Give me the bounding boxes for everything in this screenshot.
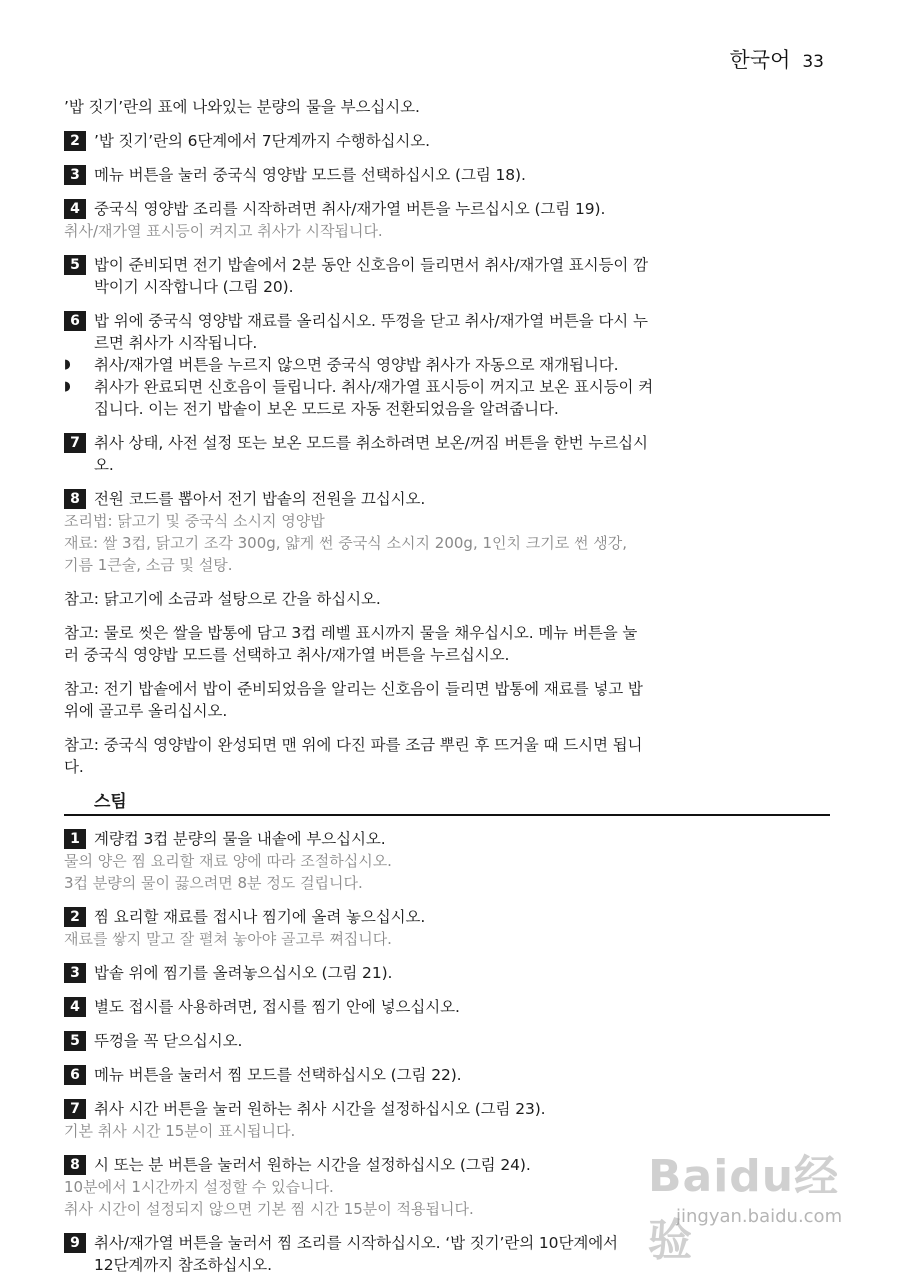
step-number-badge: 8 xyxy=(64,1155,86,1175)
step-4 xyxy=(64,996,830,1018)
step-text xyxy=(94,198,830,220)
step-line: 계량컵 3컵 분량의 물을 내솥에 부으십시오. xyxy=(94,830,386,848)
step-text xyxy=(94,996,830,1018)
tip-paragraph xyxy=(64,678,830,722)
step-text xyxy=(94,828,830,850)
section-title: 스팀 xyxy=(94,792,127,812)
step-number-badge: 9 xyxy=(64,1233,86,1253)
step-line: 전원 코드를 뽑아서 전기 밥솥의 전원을 끄십시오. xyxy=(94,490,426,508)
step-number-badge: 3 xyxy=(64,165,86,185)
step-block xyxy=(64,996,830,1018)
step-line: 취사 시간 버튼을 눌러 원하는 취사 시간을 설정하십시오 (그림 23). xyxy=(94,1100,546,1118)
bullet-marker-icon: ◗ xyxy=(64,357,71,372)
intro-paragraph xyxy=(64,96,830,118)
step-6 xyxy=(64,310,830,354)
step-line: 12단계까지 참조하십시오. xyxy=(94,1256,272,1274)
step-line: 르면 취사가 시작됩니다. xyxy=(94,334,258,352)
step-block xyxy=(64,164,830,186)
step-number-badge: 8 xyxy=(64,489,86,509)
step-number-badge: 7 xyxy=(64,433,86,453)
step-line: 중국식 영양밥 조리를 시작하려면 취사/재가열 버튼을 누르십시오 (그림 19). xyxy=(94,200,606,218)
step-number-badge: 6 xyxy=(64,1065,86,1085)
step-note: 재료: 쌀 3컵, 닭고기 조각 300g, 얇게 썬 중국식 소시지 200g, 1인치 크기로 썬 생강, xyxy=(64,534,628,552)
step-block xyxy=(64,310,830,420)
step-number-badge: 2 xyxy=(64,907,86,927)
step-block xyxy=(64,828,830,894)
step-text xyxy=(94,906,830,928)
step-block xyxy=(64,1064,830,1086)
step-block xyxy=(64,254,830,298)
step-line: 취사/재가열 버튼을 눌러서 찜 조리를 시작하십시오. ‘밥 짓기’란의 10단계에서 xyxy=(94,1234,618,1252)
step-number-badge: 5 xyxy=(64,255,86,275)
step-block xyxy=(64,488,830,576)
step-note: 조리법: 닭고기 및 중국식 소시지 영양밥 xyxy=(64,512,325,530)
baidu-url: jingyan.baidu.com xyxy=(676,1206,843,1227)
step-text xyxy=(94,962,830,984)
step-2 xyxy=(64,906,830,928)
section-divider xyxy=(64,814,830,816)
step-number-badge: 5 xyxy=(64,1031,86,1051)
tip-line: 위에 골고루 올리십시오. xyxy=(64,702,228,720)
step-line: 오. xyxy=(94,456,114,474)
step-1 xyxy=(64,828,830,850)
step-text xyxy=(94,254,830,298)
step-line: 시 또는 분 버튼을 눌러서 원하는 시간을 설정하십시오 (그림 24). xyxy=(94,1156,531,1174)
tip-line: 참고: 닭고기에 소금과 설탕으로 간을 하십시오. xyxy=(64,590,381,608)
bullet-item xyxy=(64,376,830,420)
step-block xyxy=(64,130,830,152)
page-number: 33 xyxy=(802,52,824,72)
step-number-badge: 2 xyxy=(64,131,86,151)
step-text xyxy=(94,130,830,152)
step-text xyxy=(94,1098,830,1120)
step-block xyxy=(64,432,830,476)
step-number-badge: 4 xyxy=(64,199,86,219)
tip-line: 참고: 중국식 영양밥이 완성되면 맨 위에 다진 파를 조금 뿌린 후 뜨거울 때 드시면 됩니 xyxy=(64,736,643,754)
step-text xyxy=(94,488,830,510)
step-number-badge: 4 xyxy=(64,997,86,1017)
step-number-badge: 6 xyxy=(64,311,86,331)
step-text xyxy=(94,164,830,186)
step-text xyxy=(94,1064,830,1086)
step-3 xyxy=(64,962,830,984)
step-line: 찜 요리할 재료를 접시나 찜기에 올려 놓으십시오. xyxy=(94,908,426,926)
intro-text: ’밥 짓기’란의 표에 나와있는 분량의 물을 부으십시오. xyxy=(64,98,420,116)
step-block xyxy=(64,1030,830,1052)
language-label: 한국어 xyxy=(729,48,791,72)
bullet-line: 집니다. 이는 전기 밥솥이 보온 모드로 자동 전환되었음을 알려줍니다. xyxy=(94,400,559,418)
step-5 xyxy=(64,1030,830,1052)
tip-paragraph xyxy=(64,588,830,610)
step-note: 기본 취사 시간 15분이 표시됩니다. xyxy=(64,1122,296,1140)
step-3 xyxy=(64,164,830,186)
tip-paragraph xyxy=(64,622,830,666)
page-header xyxy=(730,44,825,74)
step-7 xyxy=(64,1098,830,1120)
step-note: 기름 1큰술, 소금 및 설탕. xyxy=(64,556,233,574)
bullet-line: 취사가 완료되면 신호음이 들립니다. 취사/재가열 표시등이 꺼지고 보온 표시등이 켜 xyxy=(94,378,654,396)
step-8 xyxy=(64,488,830,510)
bullet-text xyxy=(94,354,830,376)
step-line: 밥솥 위에 찜기를 올려놓으십시오 (그림 21). xyxy=(94,964,393,982)
step-number-badge: 1 xyxy=(64,829,86,849)
step-line: 박이기 시작합니다 (그림 20). xyxy=(94,278,294,296)
step-block xyxy=(64,198,830,242)
baidu-logo: Baidu经验 xyxy=(648,1151,840,1266)
baidu-watermark xyxy=(648,1136,858,1266)
step-note: 취사 시간이 설정되지 않으면 기본 찜 시간 15분이 적용됩니다. xyxy=(64,1200,474,1218)
step-line: 밥이 준비되면 전기 밥솥에서 2분 동안 신호음이 들리면서 취사/재가열 표시등이 깜 xyxy=(94,256,648,274)
step-block xyxy=(64,962,830,984)
step-number-badge: 3 xyxy=(64,963,86,983)
bullet-marker-icon: ◗ xyxy=(64,379,71,394)
step-note: 물의 양은 찜 요리할 재료 양에 따라 조절하십시오. xyxy=(64,852,392,870)
step-2 xyxy=(64,130,830,152)
bullet-text xyxy=(94,376,830,420)
step-4 xyxy=(64,198,830,220)
step-text xyxy=(94,310,830,354)
step-line: 별도 접시를 사용하려면, 접시를 찜기 안에 넣으십시오. xyxy=(94,998,460,1016)
step-line: 메뉴 버튼을 눌러서 찜 모드를 선택하십시오 (그림 22). xyxy=(94,1066,462,1084)
step-block xyxy=(64,906,830,950)
bullet-line: 취사/재가열 버튼을 누르지 않으면 중국식 영양밥 취사가 자동으로 재개됩니다. xyxy=(94,356,619,374)
step-note: 취사/재가열 표시등이 켜지고 취사가 시작됩니다. xyxy=(64,222,383,240)
step-note: 3컵 분량의 물이 끓으려면 8분 정도 걸립니다. xyxy=(64,874,363,892)
step-line: ’밥 짓기’란의 6단계에서 7단계까지 수행하십시오. xyxy=(94,132,430,150)
step-note: 10분에서 1시간까지 설정할 수 있습니다. xyxy=(64,1178,334,1196)
bullet-item xyxy=(64,354,830,376)
step-note: 재료를 쌓지 말고 잘 펼쳐 놓아야 골고루 쪄집니다. xyxy=(64,930,392,948)
step-line: 뚜껑을 꼭 닫으십시오. xyxy=(94,1032,243,1050)
tip-paragraph xyxy=(64,734,830,778)
tip-line: 다. xyxy=(64,758,84,776)
step-text xyxy=(94,432,830,476)
step-line: 메뉴 버튼을 눌러 중국식 영양밥 모드를 선택하십시오 (그림 18). xyxy=(94,166,526,184)
tip-line: 참고: 전기 밥솥에서 밥이 준비되었음을 알리는 신호음이 들리면 밥통에 재료를 넣고 밥 xyxy=(64,680,643,698)
step-7 xyxy=(64,432,830,476)
step-text xyxy=(94,1030,830,1052)
tip-line: 러 중국식 영양밥 모드를 선택하고 취사/재가열 버튼을 누르십시오. xyxy=(64,646,510,664)
content-body xyxy=(64,96,830,1288)
step-number-badge: 7 xyxy=(64,1099,86,1119)
step-6 xyxy=(64,1064,830,1086)
step-line: 취사 상태, 사전 설정 또는 보온 모드를 취소하려면 보온/꺼짐 버튼을 한번 누르십시 xyxy=(94,434,648,452)
step-line: 밥 위에 중국식 영양밥 재료를 올리십시오. 뚜껑을 닫고 취사/재가열 버튼을 다시 누 xyxy=(94,312,648,330)
tip-line: 참고: 물로 씻은 쌀을 밥통에 담고 3컵 레벨 표시까지 물을 채우십시오. 메뉴 버튼을 눌 xyxy=(64,624,638,642)
step-5 xyxy=(64,254,830,298)
